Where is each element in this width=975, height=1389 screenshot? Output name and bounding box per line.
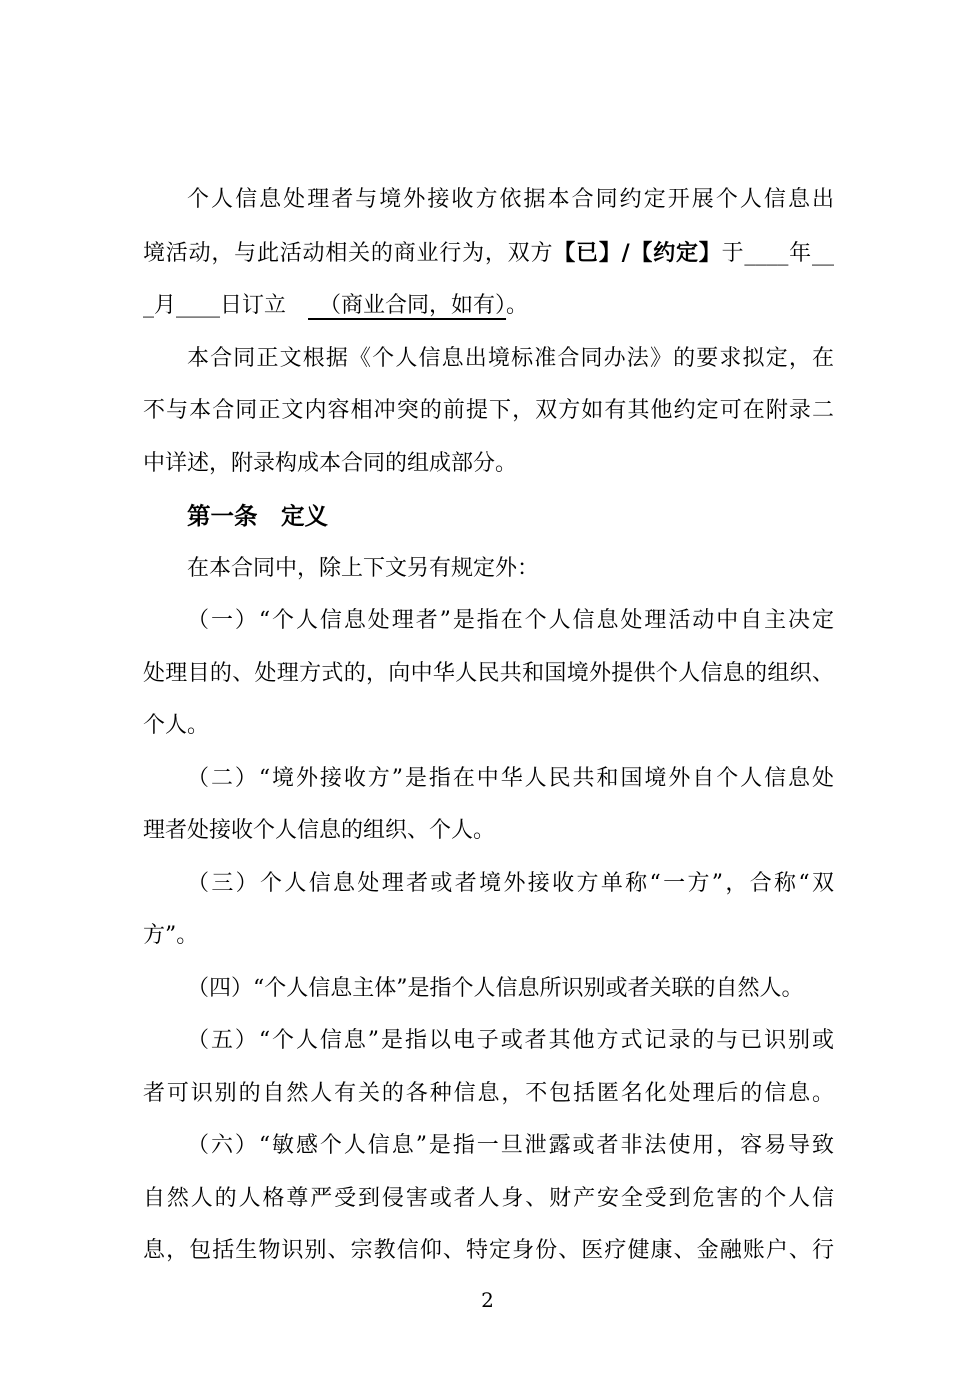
document-line (143, 595, 834, 648)
document-line (143, 1120, 834, 1173)
article-1-heading (143, 490, 834, 543)
page-number: 2 (481, 1288, 494, 1312)
text-segment: 于____年__ (721, 240, 834, 266)
definition-4-personal-information-subject (143, 963, 834, 1016)
document-line (143, 438, 834, 491)
document-line (143, 227, 834, 281)
contract-basis (143, 333, 834, 491)
document-line (143, 858, 834, 911)
document-line (143, 648, 834, 701)
document-line (143, 805, 834, 858)
text-segment: 【已】/【约定】 (553, 239, 722, 266)
document-line (143, 1225, 834, 1278)
document-line (143, 963, 834, 1016)
text-segment: 息，包括生物识别、宗教信仰、特定身份、医疗健康、金融账户、行 (143, 1238, 834, 1263)
document-line (143, 543, 834, 596)
document-line (143, 700, 834, 753)
text-segment: （二）“境外接收方”是指在中华人民共和国境外自个人信息处 (187, 765, 834, 791)
text-segment: 自然人的人格尊严受到侵害或者人身、财产安全受到危害的个人信 (143, 1185, 834, 1211)
text-segment: 不与本合同正文内容相冲突的前提下，双方如有其他约定可在附录二 (143, 398, 834, 423)
text-segment: 处理目的、处理方式的，向中华人民共和国境外提供个人信息的组织、 (143, 660, 834, 686)
text-segment: （五）“个人信息”是指以电子或者其他方式记录的与已识别或 (187, 1028, 834, 1053)
document-line (143, 385, 834, 438)
document-line (143, 174, 834, 227)
text-segment: （一）“个人信息处理者”是指在个人信息处理活动中自主决定 (187, 608, 834, 633)
document-body (143, 174, 834, 1278)
definition-5-personal-information (143, 1015, 834, 1120)
definitions-intro (143, 543, 834, 596)
text-segment: 。 (506, 293, 529, 318)
opening-clause (143, 174, 834, 333)
underlined-blank-segment: （商业合同，如有） (308, 293, 507, 318)
text-segment: 理者处接收个人信息的组织、个人。 (143, 818, 496, 843)
document-line (143, 1068, 834, 1121)
text-segment: 方”。 (143, 923, 199, 948)
definition-3-party (143, 858, 834, 963)
text-segment: （三）个人信息处理者或者境外接收方单称“一方”，合称“双 (187, 870, 834, 896)
document-line (143, 1173, 834, 1226)
document-line (143, 1015, 834, 1068)
text-segment: 第一条 定义 (187, 502, 328, 530)
definition-6-sensitive-personal-information (143, 1120, 834, 1278)
text-segment: 在本合同中，除上下文另有规定外： (187, 555, 540, 581)
document-line (143, 753, 834, 806)
document-line (143, 490, 834, 543)
document-line (143, 280, 834, 333)
text-segment: 本合同正文根据《个人信息出境标准合同办法》的要求拟定，在 (187, 345, 834, 371)
text-segment: 中详述，附录构成本合同的组成部分。 (143, 450, 518, 476)
text-segment: 个人。 (143, 713, 210, 738)
document-line (143, 333, 834, 386)
text-segment: 者可识别的自然人有关的各种信息，不包括匿名化处理后的信息。 (143, 1080, 834, 1106)
text-segment: 个人信息处理者与境外接收方依据本合同约定开展个人信息出 (187, 187, 834, 212)
text-segment: 境活动，与此活动相关的商业行为，双方 (143, 240, 554, 266)
text-segment: （六）“敏感个人信息”是指一旦泄露或者非法使用，容易导致 (187, 1133, 834, 1158)
definition-2-overseas-recipient (143, 753, 834, 858)
document-line (143, 910, 834, 963)
text-segment: （四）“个人信息主体”是指个人信息所识别或者关联的自然人。 (187, 975, 804, 1001)
definition-1-personal-information-processor (143, 595, 834, 753)
text-segment: _月____日订立 (143, 293, 309, 318)
